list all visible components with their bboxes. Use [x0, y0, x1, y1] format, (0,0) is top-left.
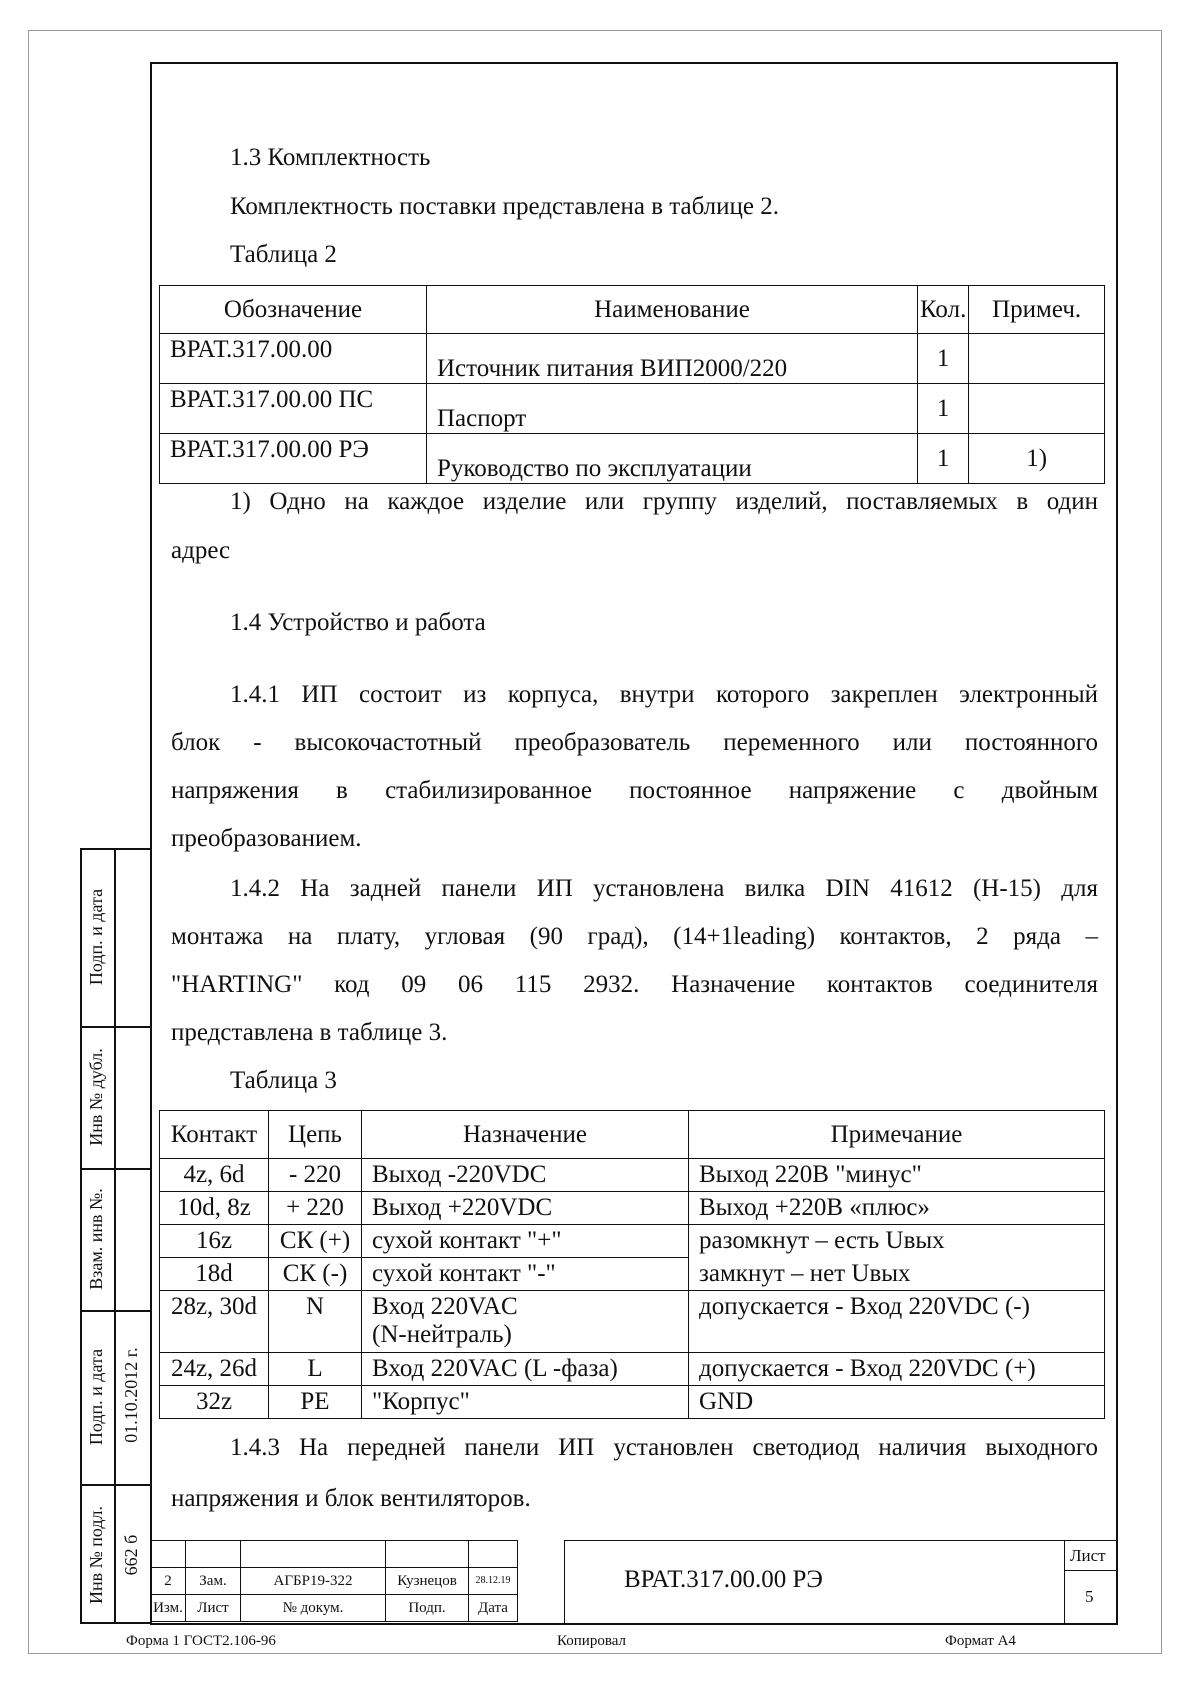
label-vzam-inv: Взам. инв №. [86, 1188, 106, 1290]
footer-format: Формат А4 [945, 1633, 1016, 1649]
cell-note: допускается - Вход 220VDC (-) [689, 1291, 1105, 1353]
cell-purpose: Выход +220VDC [362, 1192, 689, 1225]
tb-cell [469, 1541, 518, 1568]
purpose-line: Вход 220VAC [372, 1293, 518, 1320]
p1-line: напряжения в стабилизированное постоянное напряжение с двойным [171, 777, 1098, 804]
tb-label-podp: Подп. [386, 1595, 469, 1622]
cell-circuit: L [269, 1353, 362, 1386]
cell-qty: 1 [918, 384, 969, 434]
cell-note [969, 384, 1105, 434]
cell-name: Паспорт [427, 384, 918, 434]
inv-podl-value: 662 б [121, 1534, 141, 1576]
tb-sheet-label: Лист [1070, 1546, 1106, 1565]
tb-sheet-no: 5 [1085, 1587, 1094, 1606]
label-inv-podl: Инв № подл. [86, 1505, 106, 1605]
cell-note: 1) [969, 434, 1105, 484]
cell-note: замкнут – нет Uвых [689, 1258, 1105, 1291]
tb-row [151, 1595, 518, 1622]
table-row [160, 1386, 1105, 1419]
tb-row [151, 1541, 518, 1568]
cell-contact: 4z, 6d [160, 1159, 269, 1192]
cell-designation: ВРАТ.317.00.00 ПС [160, 384, 427, 434]
cell-note: GND [689, 1386, 1105, 1419]
cell-note: разомкнут – есть Uвых [689, 1225, 1105, 1258]
cell-circuit: - 220 [269, 1159, 362, 1192]
cell-circuit: PE [269, 1386, 362, 1419]
cell-name: Источник питания ВИП2000/220 [427, 334, 918, 384]
table-row [160, 1353, 1105, 1386]
table3-caption: Таблица 3 [230, 1067, 337, 1094]
footer-copied: Копировал [557, 1633, 626, 1649]
header-designation: Обозначение [160, 286, 427, 334]
table-row [160, 1225, 1105, 1258]
label-podp-data-2: Подп. и дата [86, 1348, 106, 1446]
p2-line: 1.4.2 На задней панели ИП установлена вилка DIN 41612 (H-15) для [230, 875, 1098, 902]
p1-line: 1.4.1 ИП состоит из корпуса, внутри которого закреплен электронный [230, 681, 1098, 708]
cell-qty: 1 [918, 434, 969, 484]
tb-cell [386, 1541, 469, 1568]
header-circuit: Цепь [269, 1111, 362, 1159]
cell-note [969, 334, 1105, 384]
table-row [160, 1192, 1105, 1225]
header-contact: Контакт [160, 1111, 269, 1159]
tb-cell [186, 1541, 241, 1568]
purpose-line: (N-нейтраль) [372, 1321, 512, 1348]
cell-designation: ВРАТ.317.00.00 [160, 334, 427, 384]
cell-contact: 16z [160, 1225, 269, 1258]
table2-caption: Таблица 2 [230, 241, 337, 268]
header-qty: Кол. [918, 286, 969, 334]
cell-contact: 18d [160, 1258, 269, 1291]
cell-circuit: СК (-) [269, 1258, 362, 1291]
footnote-line1: 1) Одно на каждое изделие или группу изделий, поставляемых в один [230, 488, 1098, 515]
date-value: 01.10.2012 г. [121, 1347, 141, 1443]
table-row [160, 384, 1105, 434]
cell-qty: 1 [918, 334, 969, 384]
side-strip-divider [80, 1484, 150, 1486]
cell-contact: 32z [160, 1386, 269, 1419]
header-purpose: Назначение [362, 1111, 689, 1159]
tb-divider [564, 1540, 565, 1624]
table-header-row [160, 1111, 1105, 1159]
cell-designation: ВРАТ.317.00.00 РЭ [160, 434, 427, 484]
tb-label-list: Лист [186, 1595, 241, 1622]
tb-cell [241, 1541, 386, 1568]
cell-name: Руководство по эксплуатации [427, 434, 918, 484]
section-1-4-heading: 1.4 Устройство и работа [230, 609, 486, 636]
tb-date: 28.12.19 [469, 1568, 518, 1595]
tb-divider [1064, 1570, 1118, 1571]
section-1-3-intro: Комплектность поставки представлена в таблице 2. [230, 193, 780, 220]
cell-circuit: + 220 [269, 1192, 362, 1225]
cell-note: Выход +220В «плюс» [689, 1192, 1105, 1225]
cell-circuit: N [269, 1291, 362, 1353]
p2-line: монтажа на плату, угловая (90 град), (14+1leading) контактов, 2 ряда – [171, 923, 1098, 950]
table-row [160, 1159, 1105, 1192]
table-header-row [160, 286, 1105, 334]
tb-rev: 2 [151, 1568, 186, 1595]
header-note: Примеч. [969, 286, 1105, 334]
tb-designation: ВРАТ.317.00.00 РЭ [624, 1566, 823, 1593]
cell-purpose: Выход -220VDC [362, 1159, 689, 1192]
cell-contact: 24z, 26d [160, 1353, 269, 1386]
title-block-left [150, 1540, 518, 1622]
table-2 [159, 285, 1105, 484]
p2-line: представлена в таблице 3. [171, 1019, 448, 1046]
p1-line: блок - высокочастотный преобразователь переменного или постоянного [171, 729, 1098, 756]
tb-sheet-change: Зам. [186, 1568, 241, 1595]
table-row [160, 1291, 1105, 1353]
tb-signer: Кузнецов [386, 1568, 469, 1595]
tb-row [151, 1568, 518, 1595]
section-1-3-heading: 1.3 Комплектность [230, 144, 431, 171]
tb-divider [1064, 1540, 1065, 1624]
table-row [160, 334, 1105, 384]
tb-doc-no: АГБР19-322 [241, 1568, 386, 1595]
header-note: Примечание [689, 1111, 1105, 1159]
tb-cell [151, 1541, 186, 1568]
label-podp-data-1: Подп. и дата [86, 888, 106, 986]
cell-circuit: СК (+) [269, 1225, 362, 1258]
header-name: Наименование [427, 286, 918, 334]
p3-line: 1.4.3 На передней панели ИП установлен светодиод наличия выходного [230, 1434, 1098, 1461]
label-inv-dubl: Инв № дубл. [86, 1048, 106, 1146]
cell-purpose [362, 1291, 689, 1353]
cell-note: допускается - Вход 220VDC (+) [689, 1353, 1105, 1386]
cell-purpose: сухой контакт "-" [362, 1258, 689, 1291]
footnote-line2: адрес [171, 537, 231, 564]
cell-purpose: Вход 220VAC (L -фаза) [362, 1353, 689, 1386]
cell-purpose: "Корпус" [362, 1386, 689, 1419]
side-strip-divider [80, 1310, 150, 1312]
table-row [160, 1258, 1105, 1291]
side-strip-divider [80, 1026, 150, 1028]
p1-line: преобразованием. [171, 825, 362, 852]
table-row [160, 434, 1105, 484]
tb-label-izm: Изм. [151, 1595, 186, 1622]
p3-line: напряжения и блок вентиляторов. [171, 1485, 531, 1512]
table-3 [159, 1110, 1105, 1419]
tb-divider [564, 1540, 1118, 1541]
cell-note: Выход 220В "минус" [689, 1159, 1105, 1192]
cell-purpose: сухой контакт "+" [362, 1225, 689, 1258]
p2-line: "HARTING" код 09 06 115 2932. Назначение контактов соединителя [171, 971, 1098, 998]
footer-form: Форма 1 ГОСТ2.106-96 [126, 1633, 276, 1649]
tb-label-date: Дата [469, 1595, 518, 1622]
cell-contact: 28z, 30d [160, 1291, 269, 1353]
cell-contact: 10d, 8z [160, 1192, 269, 1225]
side-strip-divider [80, 1168, 150, 1170]
tb-label-doc: № докум. [241, 1595, 386, 1622]
side-strip-divider [114, 848, 116, 1624]
